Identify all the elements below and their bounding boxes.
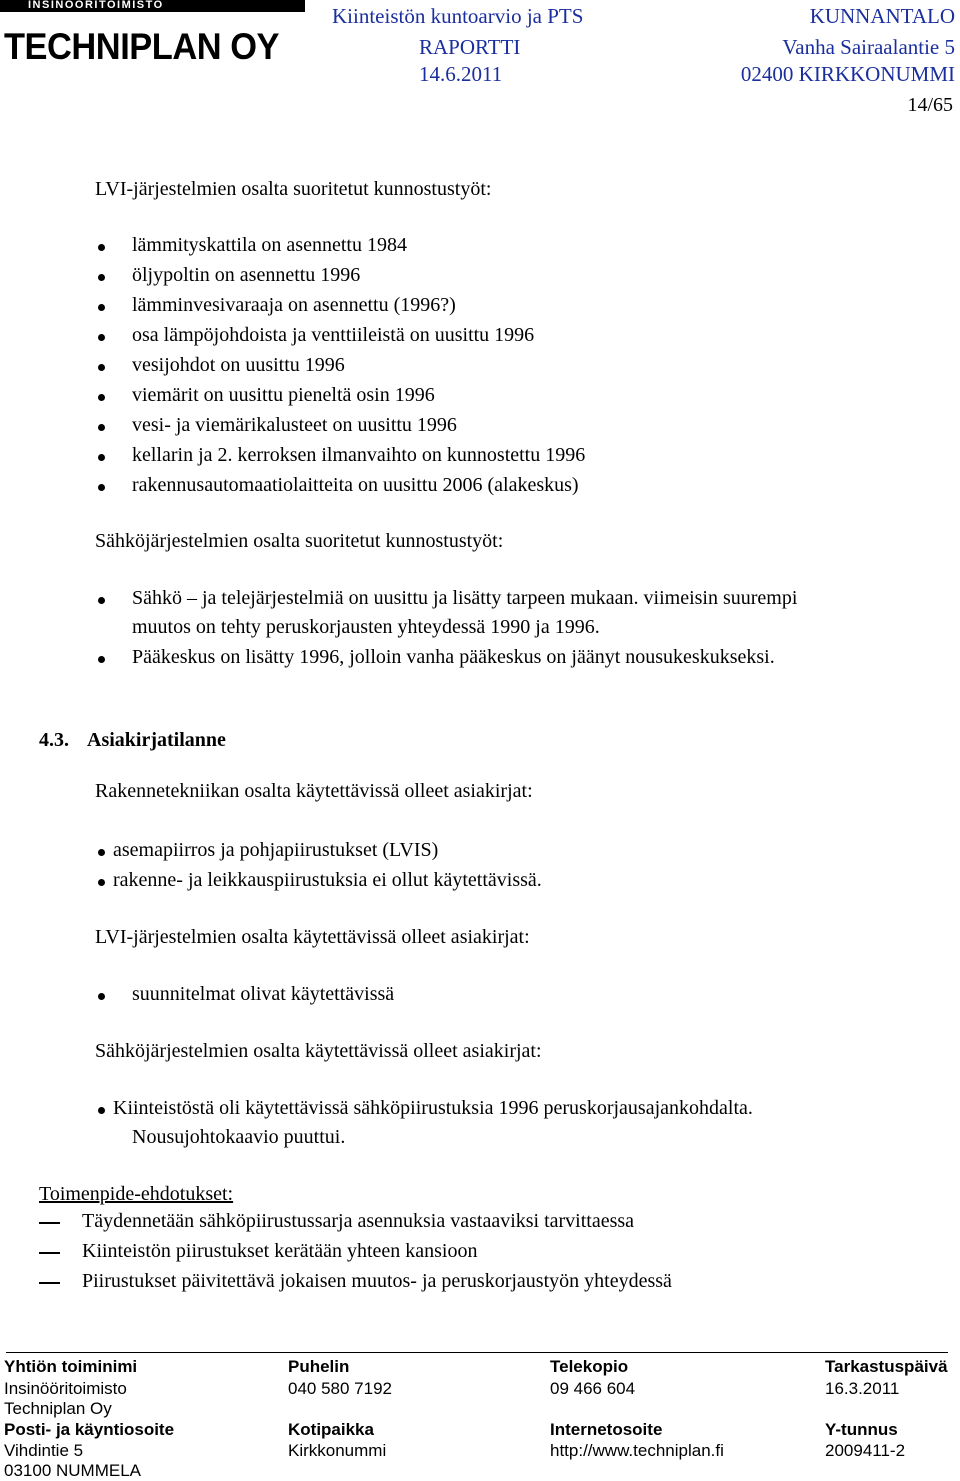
bullet-icon [98, 394, 105, 401]
footer-company-line1: Insinööritoimisto [4, 1379, 127, 1398]
section-number: 4.3. [39, 729, 69, 751]
list-item-text: Pääkeskus on lisätty 1996, jolloin vanha pääkeskus on jäänyt nousukeskukseksi. [132, 646, 775, 668]
footer-web-link[interactable]: http://www.techniplan.fi [550, 1441, 724, 1460]
footer-address-line1: Vihdintie 5 [4, 1441, 84, 1460]
logo-main-text: TECHNIPLAN OY [4, 26, 279, 67]
footer-phone: 040 580 7192 [288, 1379, 392, 1398]
footer-address-line2: 03100 NUMMELA [4, 1461, 142, 1480]
footer-company-label: Yhtiön toiminimi [4, 1357, 138, 1376]
bullet-icon [98, 597, 105, 604]
footer-ytunnus: 2009411-2 [825, 1441, 906, 1460]
list-item-text: öljypoltin on asennettu 1996 [132, 264, 361, 286]
list-item-text: Piirustukset päivitettävä jokaisen muutos- ja peruskorjaustyön yhteydessä [82, 1270, 672, 1292]
list-item-text: suunnitelmat olivat käytettävissä [132, 983, 395, 1005]
bullet-icon [98, 484, 105, 491]
footer-web-label: Internetosoite [550, 1420, 663, 1439]
page-number: 14/65 [907, 94, 953, 116]
header-date: 14.6.2011 [419, 62, 503, 86]
logo-top-band [0, 0, 305, 12]
bullet-icon [98, 993, 105, 1000]
list-item-text: viemärit on uusittu pieneltä osin 1996 [132, 384, 435, 406]
lvi-done-heading: LVI-järjestelmien osalta suoritetut kunnostustyöt: [95, 178, 492, 200]
list-item-text: rakenne- ja leikkauspiirustuksia ei ollut käytettävissä. [113, 869, 542, 891]
dash-icon [39, 1222, 60, 1224]
list-item-text: rakennusautomaatiolaitteita on uusittu 2006 (alakeskus) [132, 474, 579, 496]
list-item-text-continued: Nousujohtokaavio puuttui. [132, 1126, 346, 1148]
footer-fax-label: Telekopio [550, 1357, 629, 1376]
header-report: RAPORTTI [419, 35, 521, 59]
list-item-text: vesi- ja viemärikalusteet on uusittu 1996 [132, 414, 457, 436]
list-item-text: lämminvesivaraaja on asennettu (1996?) [132, 294, 456, 316]
list-item-text: Kiinteistön piirustukset kerätään yhteen kansioon [82, 1240, 478, 1262]
bullet-icon [98, 364, 105, 371]
docs-structure-heading: Rakennetekniikan osalta käytettävissä olleet asiakirjat: [95, 780, 533, 802]
list-item-text: kellarin ja 2. kerroksen ilmanvaihto on kunnostettu 1996 [132, 444, 586, 466]
footer-fax: 09 466 604 [550, 1379, 636, 1398]
bullet-icon [98, 274, 105, 281]
footer-domicile: Kirkkonummi [288, 1441, 387, 1460]
list-item-text: osa lämpöjohdoista ja venttiileistä on uusittu 1996 [132, 324, 535, 346]
list-item-text: Sähkö – ja telejärjestelmiä on uusittu ja lisätty tarpeen mukaan. viimeisin suurempi [132, 587, 798, 609]
dash-icon [39, 1252, 60, 1254]
footer-phone-label: Puhelin [288, 1357, 350, 1376]
header-building: KUNNANTALO [809, 4, 955, 28]
list-item-text: Kiinteistöstä oli käytettävissä sähköpiirustuksia 1996 peruskorjausajankohdalta. [113, 1097, 753, 1119]
bullet-icon [98, 304, 105, 311]
bullet-icon [98, 1107, 105, 1114]
proposals-heading: Toimenpide-ehdotukset: [39, 1183, 234, 1205]
docs-electric-heading: Sähköjärjestelmien osalta käytettävissä olleet asiakirjat: [95, 1040, 542, 1062]
list-item-text: Täydennetään sähköpiirustussarja asennuksia vastaaviksi tarvittaessa [82, 1210, 635, 1232]
list-item-text: asemapiirros ja pohjapiirustukset (LVIS) [113, 839, 439, 861]
bullet-icon [98, 849, 105, 856]
bullet-icon [98, 454, 105, 461]
footer-address-label: Posti- ja käyntiosoite [4, 1420, 175, 1439]
header-title: Kiinteistön kuntoarvio ja PTS [332, 4, 584, 28]
footer-domicile-label: Kotipaikka [288, 1420, 374, 1439]
footer-check-date: 16.3.2011 [825, 1379, 900, 1398]
list-item-text: lämmityskattila on asennettu 1984 [132, 234, 407, 256]
header-city: 02400 KIRKKONUMMI [740, 62, 955, 86]
footer-divider [6, 1352, 948, 1353]
logo-top-text: INSINÖÖRITOIMISTO [28, 0, 164, 11]
electric-done-heading: Sähköjärjestelmien osalta suoritetut kunnostustyöt: [95, 530, 504, 552]
footer-company-line2: Techniplan Oy [4, 1399, 112, 1418]
logo-main [0, 14, 305, 67]
list-item-text: vesijohdot on uusittu 1996 [132, 354, 345, 376]
docs-lvi-heading: LVI-järjestelmien osalta käytettävissä olleet asiakirjat: [95, 926, 530, 948]
list-item-text-continued: muutos on tehty peruskorjausten yhteydessä 1990 ja 1996. [132, 616, 600, 638]
section-title: Asiakirjatilanne [87, 729, 226, 751]
bullet-icon [98, 334, 105, 341]
bullet-icon [98, 244, 105, 251]
dash-icon [39, 1282, 60, 1284]
bullet-icon [98, 879, 105, 886]
bullet-icon [98, 656, 105, 663]
header-street: Vanha Sairaalantie 5 [782, 35, 955, 59]
footer-check-label: Tarkastuspäivä [825, 1357, 948, 1376]
footer-ytunnus-label: Y-tunnus [825, 1420, 898, 1439]
bullet-icon [98, 424, 105, 431]
